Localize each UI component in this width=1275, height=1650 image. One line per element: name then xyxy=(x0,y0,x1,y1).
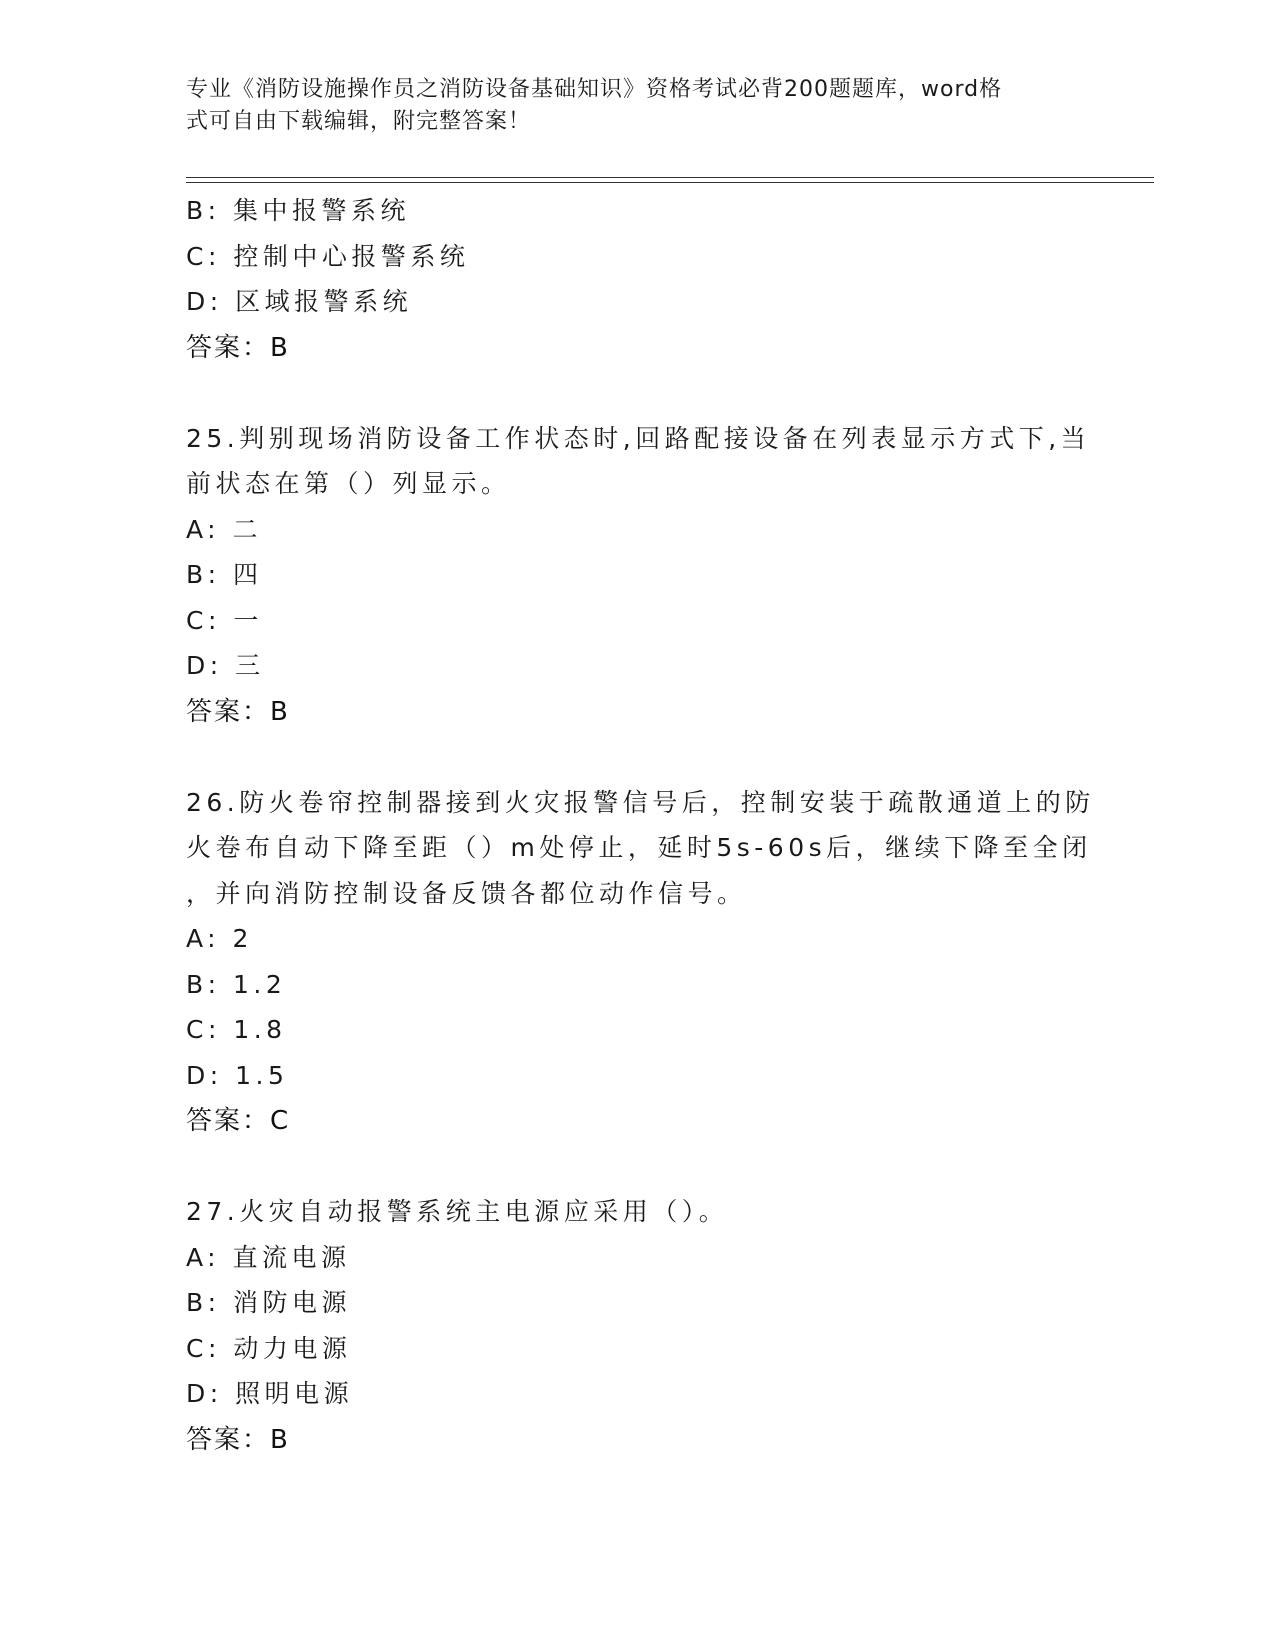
document-header xyxy=(186,74,1066,138)
question-stem-line: 火卷布自动下降至距（）m处停止，延时5s-60s后，继续下降至全闭 xyxy=(186,833,1092,862)
option-b: B: 1.2 xyxy=(186,969,287,999)
question-26 xyxy=(186,780,1095,1145)
option-b: B: 集中报警系统 xyxy=(186,196,411,225)
option-d: D: 区域报警系统 xyxy=(186,287,413,316)
question-stem-line: 26.防火卷帘控制器接到火灾报警信号后，控制安装于疏散通道上的防 xyxy=(186,787,1095,817)
spacer xyxy=(186,735,1086,780)
option-d: D: 三 xyxy=(186,651,265,680)
header-divider-top xyxy=(186,177,1154,178)
question-stem-line: 25.判别现场消防设备工作状态时,回路配接设备在列表显示方式下,当 xyxy=(186,423,1091,453)
question-stem-line: 前状态在第（）列显示。 xyxy=(186,469,511,498)
option-b: B: 消防电源 xyxy=(186,1288,352,1317)
option-c: C: 1.8 xyxy=(186,1015,287,1044)
answer-label: 答案：B xyxy=(186,696,290,727)
option-c: C: 控制中心报警系统 xyxy=(186,241,470,271)
header-divider-bottom xyxy=(186,182,1154,183)
question-content xyxy=(186,188,1095,1463)
spacer xyxy=(186,371,1086,416)
question-25 xyxy=(186,416,1091,735)
question-stem-line: ，并向消防控制设备反馈各都位动作信号。 xyxy=(186,878,747,908)
option-c: C: 动力电源 xyxy=(186,1333,352,1363)
option-a: A: 直流电源 xyxy=(186,1242,351,1272)
option-b: B: 四 xyxy=(186,560,263,589)
header-line-1: 专业《消防设施操作员之消防设备基础知识》资格考试必背200题题库，word格 xyxy=(186,77,1003,102)
header-line-2: 式可自由下载编辑，附完整答案！ xyxy=(186,109,532,134)
option-a: A: 二 xyxy=(186,514,263,544)
answer-label: 答案：B xyxy=(186,332,290,363)
answer-label: 答案：C xyxy=(186,1106,291,1136)
question-27 xyxy=(186,1189,1086,1463)
answer-label: 答案：B xyxy=(186,1424,290,1455)
option-d: D: 照明电源 xyxy=(186,1379,354,1408)
question-24-tail xyxy=(186,188,1086,371)
question-stem-line: 27.火灾自动报警系统主电源应采用（）。 xyxy=(186,1197,729,1226)
option-c: C: 一 xyxy=(186,605,263,635)
option-d: D: 1.5 xyxy=(186,1060,289,1090)
option-a: A: 2 xyxy=(186,924,253,953)
spacer xyxy=(186,1144,1086,1189)
